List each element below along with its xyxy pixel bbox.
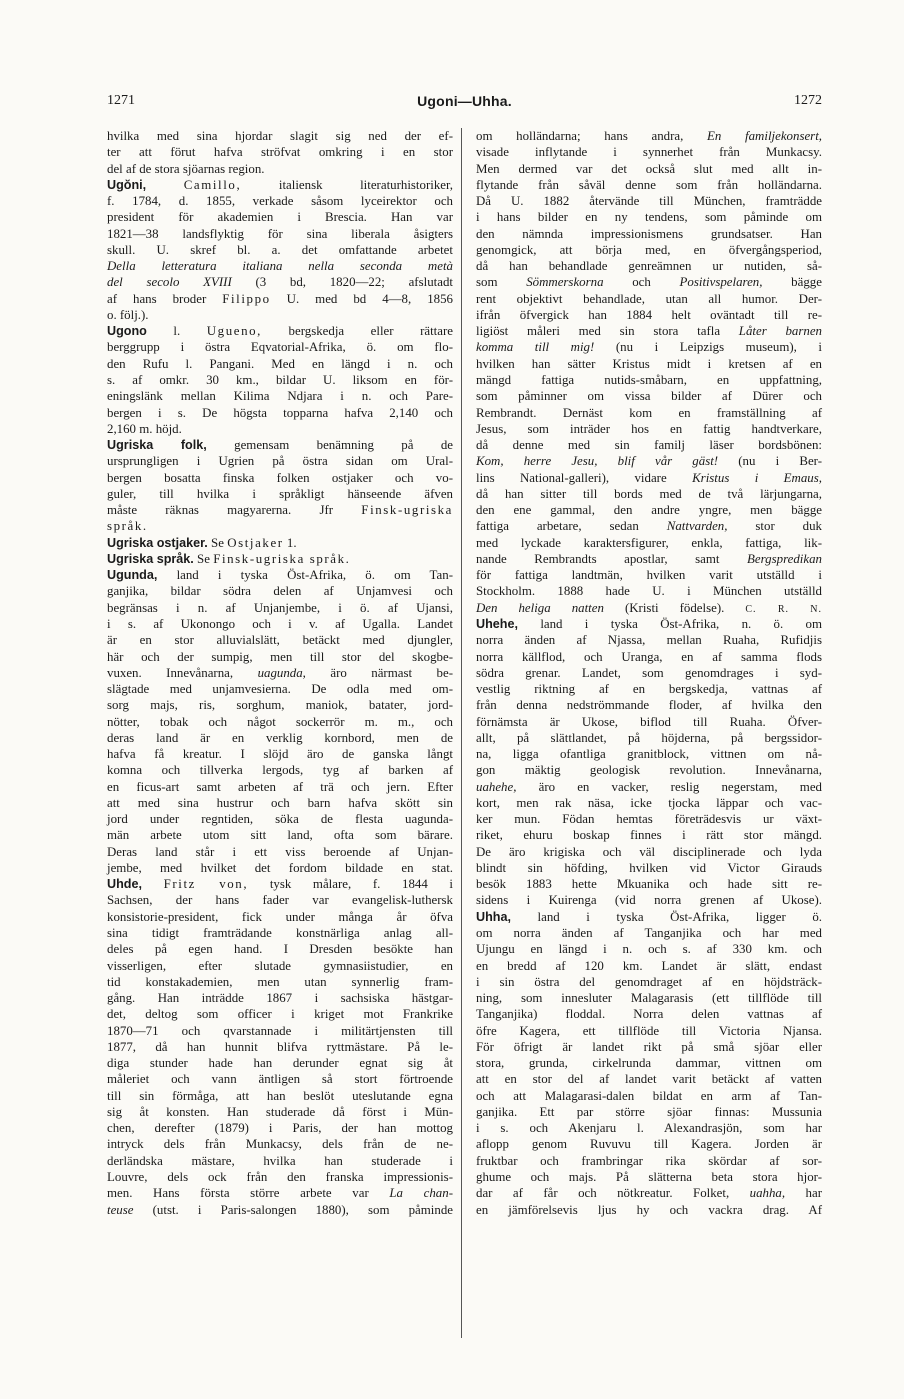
text-line: då denne med sin familj läser bordsbönen:: [476, 438, 822, 453]
text-line: jord under regntiden, söka de flesta uagunda-: [107, 812, 453, 827]
text-line: södra grenar. Landet, som genomdrages i syd-: [476, 665, 822, 680]
work-title: Della letteratura italiana nella seconda metà: [107, 259, 453, 274]
text-line: män arbete utom sitt land, ofta som bärare.: [107, 828, 453, 843]
running-title: Ugoni—Uhha.: [417, 93, 512, 109]
text-span: vuxen. Innevånarna,: [107, 665, 234, 680]
person-name: Camillo,: [183, 177, 242, 192]
text-line: slägtade med unjamvesierna. De odla med om-: [107, 682, 453, 697]
text-span: af hans broder: [107, 291, 207, 306]
author-signature: C. R. N.: [745, 603, 822, 615]
text-line: förnämsta är Ukose, biflod till Ruaha. Öfver-: [476, 714, 822, 729]
text-line: [107, 665, 453, 681]
text-line: [476, 339, 822, 355]
work-title: Låter barnen: [738, 324, 822, 339]
text-line: och att Malagarasi-dalen bildat en arm af Tan-: [476, 1088, 822, 1103]
text-line: konsistorie-president, fick under många år öfva: [107, 909, 453, 924]
text-line: rent objektivt behandlade, utan all humor. Der-: [476, 291, 822, 306]
work-title: En familjekonsert,: [707, 129, 823, 143]
work-title: Sömmerskorna: [526, 275, 604, 290]
cross-reference: Finsk-ugriska språk.: [213, 551, 351, 566]
text-line: sidens i Kuirenga (vid norra grenen af Ukose).: [476, 893, 822, 908]
text-span: som: [476, 275, 498, 290]
text-line: mängd fattiga nutids-småbarn, en uppfattning,: [476, 372, 822, 387]
text-span: U. med bd 4—8, 1856: [286, 291, 453, 306]
text-line: guler, till hvilka i språkligt hänseende äfven: [107, 486, 453, 501]
headword: Uhde,: [107, 877, 142, 892]
cross-reference: Ostjaker: [227, 535, 284, 550]
text-line: sig åt konsten. Han studerade då först i Mün-: [107, 1104, 453, 1119]
text-line: [107, 274, 453, 290]
text-line: De äro krigiska och väl disciplinerade och lyda: [476, 844, 822, 859]
text-line: 1870—71 och qvarstannade i militärtjensten till: [107, 1023, 453, 1038]
text-line: 1821—38 landsflyktig för sina liberala åsigters: [107, 226, 453, 241]
work-title: La chan-: [389, 1186, 453, 1201]
text-line: med lyckade karaktersfigurer, enkla, fattiga, lik-: [476, 535, 822, 550]
text-span: och: [632, 275, 651, 290]
text-line: derländska mästare, hvilka han studerade i: [107, 1153, 453, 1168]
text-line: f. 1784, d. 1855, verkade såsom lyceirektor och: [107, 194, 453, 209]
text-line: tid konstakademien, men utan synnerlig fram-: [107, 974, 453, 989]
text-line: visserligen, efter slutade gymnasiistudier, en: [107, 958, 453, 973]
text-span: italiensk literaturhistoriker,: [278, 177, 453, 192]
text-line: del af de stora sjöarnas region.: [107, 161, 265, 176]
entry-uhde: [107, 876, 453, 892]
headword: Ugriska språk.: [107, 551, 194, 566]
text-line: deras land är en verklig kornbord, men de: [107, 730, 453, 745]
text-line: president för akademien i Brescia. Han var: [107, 210, 453, 225]
text-line: ursprungligen i Ugrien på östra sidan om Ural-: [107, 454, 453, 469]
text-line: öfre Kagera, ett tillflöde till Victoria Njansa.: [476, 1023, 822, 1038]
alt-name: Ugueno,: [206, 324, 262, 339]
text-span: tysk målare, f. 1844 i: [269, 877, 453, 892]
text-line: ghume och majs. På slätterna beta stora hjor-: [476, 1170, 822, 1184]
text-line: berggrupp i östra Eqvatorial-Afrika, ö. om flo-: [107, 340, 453, 355]
text-span: men. Hans första större arbete var: [107, 1186, 369, 1201]
entry-ugriska-folk: [107, 437, 453, 453]
text-span: land i tyska Öst-Afrika, n. ö. om: [540, 616, 822, 631]
text-line: besök 1883 hette Mkuanika och hade sitt re-: [476, 877, 822, 892]
text-line: vestlig riktning af en bergskedja, vattnas af: [476, 682, 822, 697]
text-line: då han behandlade genreämnen ur nutiden, så-: [476, 259, 822, 274]
person-name: Filippo: [222, 291, 271, 306]
text-line: bergen bosatta finska folken ostjaker och vo-: [107, 470, 453, 485]
text-line: i sin östra del genomdraget af en höjdsträck-: [476, 974, 822, 989]
text-line: [107, 518, 453, 534]
text-line: hvilken han sätter Kristus midt i kretsen af en: [476, 356, 822, 371]
text-span: nande Rembrandts apostlar, samt: [476, 551, 720, 566]
text-line: nötter, tobak och något sockerrör m. m., och: [107, 714, 453, 729]
text-line: den ene gammal, den andre yngre, men bägge: [476, 503, 822, 518]
cross-reference: språk.: [107, 519, 148, 534]
text-line: ganjika, bildar södra delen af Unjamvesi och: [107, 584, 453, 599]
text-line: [476, 551, 822, 567]
text-line: s. af omkr. 30 km., bildar U. liksom en för-: [107, 372, 453, 387]
text-line: [476, 1185, 822, 1201]
text-line: den Rufu l. Pangani. Med en längd i n. och: [107, 356, 453, 371]
text-span: land i tyska Öst-Afrika, ö. om Tan-: [176, 568, 453, 583]
work-title: Den heliga natten: [476, 600, 604, 615]
headword: Ugono: [107, 324, 147, 339]
entry-ugriska-ostjaker: [107, 535, 453, 551]
text-line: [476, 600, 822, 616]
text-line: Rembrandt. Dernäst kom en framställning af: [476, 405, 822, 420]
text-span: gemensam benämning på de: [234, 438, 454, 453]
headword: Ugriska ostjaker.: [107, 535, 208, 550]
page-number-left: 1271: [107, 93, 135, 108]
text-line: diga stunder hade han derunder egnat sig åt: [107, 1056, 453, 1071]
text-span: lins National-galleri), vidare: [476, 470, 667, 485]
text-line: ning, som innesluter Malagarasis (ett tillflöde till: [476, 991, 822, 1006]
text-line: o. följ.).: [107, 307, 149, 322]
text-span: (utst. i Paris-salongen 1880), som påminde: [152, 1202, 453, 1217]
text-line: na, ligga ofantliga granitblock, vittnen om nå-: [476, 747, 822, 762]
text-line: [476, 518, 822, 534]
work-title: del secolo XVIII: [107, 275, 232, 290]
text-line: hvilka med sina hjordar slagit sig ned der ef-: [107, 129, 453, 143]
text-line: 1877, då han hunnit blifva ryttmästare. På le-: [107, 1039, 453, 1054]
text-line: Sachsen, der hans fader var evangelisk-luthersk: [107, 893, 453, 908]
text-line: [476, 274, 822, 290]
text-line: komna och tillverka lergods, tyg af barken af: [107, 763, 453, 778]
people-name: uagunda,: [257, 665, 306, 680]
text-line: ganjika. Ett par större sjöar finnas: Mussunia: [476, 1104, 822, 1119]
text-line: [476, 323, 822, 339]
text-line: i s. af Ukonongo och i v. af Ugalla. Landet: [107, 616, 453, 631]
text-span: dar af får och nötkreatur. Folket,: [476, 1186, 730, 1201]
text-line: Jesus, som inträder hos en fattig handtverkare,: [476, 421, 822, 436]
text-line: [476, 453, 822, 469]
entry-ugunda: [107, 567, 453, 583]
text-span: (nu i Leipzigs museum), i: [615, 340, 822, 355]
work-title: Bergspredikan: [747, 551, 822, 566]
headword: Ugunda,: [107, 568, 158, 583]
text-line: allt, på slättlandet, på höjderna, på bergssidor-: [476, 730, 822, 745]
headword: Uhha,: [476, 909, 511, 924]
text-span: land i tyska Öst-Afrika, ligger ö.: [537, 909, 822, 924]
text-line: flytande från såväl denne som från holländarna.: [476, 177, 822, 192]
text-line: om norra änden af Tanganjika och har med: [476, 926, 822, 941]
text-line: gon mäktig geologisk revolution. Innevånarna,: [476, 763, 822, 778]
text-line: Stockholm. 1888 hade U. i München utställd: [476, 584, 822, 599]
text-line: en ficus-art samt arbeten af trä och jern. Efter: [107, 779, 453, 794]
text-line: Deras land står i ett viss beroende af Unjan-: [107, 844, 453, 859]
right-column: [476, 128, 822, 1218]
work-title: teuse: [107, 1202, 134, 1217]
text-span: Se: [211, 535, 224, 550]
entry-ugoni: [107, 177, 453, 193]
text-line: en bredd af 120 km. Landet är slätt, endast: [476, 958, 822, 973]
text-line: aflopp genom Ruvuvu till Kagera. Jorden är: [476, 1137, 822, 1152]
text-line: den nämnda impressionismens grundsatser. Han: [476, 226, 822, 241]
headword: Ugŏni,: [107, 177, 147, 192]
text-line: är en stor alluvialslätt, betäckt med djungler,: [107, 633, 453, 648]
work-title: Kristus i Emaus,: [692, 470, 822, 485]
text-line: ifrån öfvergick han 1884 helt oväntadt till re-: [476, 307, 822, 322]
text-line: måleriet och vann äntligen så stort förtroende: [107, 1072, 453, 1087]
left-column: [107, 128, 453, 1218]
work-title: Kom, herre Jesu, blif vår gäst!: [476, 454, 719, 469]
text-line: till sin förmåga, att han beslöt uteslutande egna: [107, 1088, 453, 1103]
text-line: Då U. 1882 återvände till München, framträdde: [476, 194, 822, 209]
entry-uhha: [476, 909, 822, 925]
cross-reference: Finsk-ugriska: [361, 503, 453, 518]
entry-uhehe: [476, 616, 822, 632]
text-span: 1.: [286, 535, 297, 550]
page-number-right: 1272: [794, 93, 822, 108]
text-line: ker mun. Födan hemtas företrädesvis ur växt-: [476, 812, 822, 827]
text-line: begränsas i n. af Unjanjembe, i ö. af Ujansi,: [107, 600, 453, 615]
text-line: det, deltog som officer i kriget mot Frankrike: [107, 1007, 453, 1022]
text-span: Se: [197, 551, 210, 566]
text-span: (3 bd, 1820—22; afslutadt: [255, 275, 453, 290]
headword: Uhehe,: [476, 616, 518, 631]
text-line: skull. U. skref bl. a. det omfattande arbetet: [107, 242, 453, 257]
text-span: l.: [173, 324, 181, 339]
text-line: i s. och Akenjaru l. Alexandrasjön, som har: [476, 1121, 822, 1136]
text-line: här och der sumpig, men till stor del skogbe-: [107, 649, 453, 664]
text-span: ligiöst måleri med sin stora tafla: [476, 324, 721, 339]
text-line: Ujungu en längd i n. och s. af 330 km. och: [476, 942, 822, 957]
text-line: sina tidigt framträdande konstnärliga anlag all-: [107, 926, 453, 941]
text-span: måste räknas magyarerna. Jfr: [107, 503, 334, 518]
text-span: (Kristi födelse).: [624, 600, 725, 615]
text-line: norra källflod, och Uranga, en af samma flods: [476, 649, 822, 664]
text-line: hafva få kreatur. I slöjd äro de ganska långt: [107, 747, 453, 762]
text-line: i hans bilder en ny tendens, som påminde om: [476, 210, 822, 225]
text-line: eningslänk mellan Kilima Ndjara i n. och Pare-: [107, 389, 453, 404]
text-line: en jämförelsevis ljus hy och vackra drag. Af: [476, 1202, 822, 1217]
text-line: [107, 1185, 453, 1201]
text-span: äro en vacker, reslig negerstam, med: [538, 779, 822, 794]
text-line: gång. Han inträdde 1867 i sachsiska hästgar-: [107, 991, 453, 1006]
work-title: komma till mig!: [476, 340, 595, 355]
headword: Ugriska folk,: [107, 438, 207, 453]
text-line: Men dermed var det också slut med allt in-: [476, 161, 822, 176]
person-name: Fritz von,: [163, 877, 249, 892]
text-line: bergen i s. De högsta topparna hafva 2,140 och: [107, 405, 453, 420]
text-line: [476, 779, 822, 795]
text-line: [107, 1202, 453, 1218]
text-line: jembe, med hvilket det fordom bildade en stat.: [107, 860, 453, 875]
text-line: blindt sin höfding, hvilken vid Victor Girauds: [476, 860, 822, 875]
work-title: Nattvarden,: [666, 519, 728, 534]
text-line: [107, 258, 453, 274]
text-line: Tanganjika) floddal. Norra delen vattnas af: [476, 1007, 822, 1022]
text-line: [107, 502, 453, 518]
text-line: norra änden af Njassa, mellan Ruaha, Rufidjis: [476, 633, 822, 648]
entry-ugriska-sprak: [107, 551, 453, 567]
text-line: visade inflytande i synnerhet från Munkacsy.: [476, 145, 822, 160]
text-line: att med sina hustrur och barn hafva skött sin: [107, 795, 453, 810]
work-title: Positivspelaren,: [679, 275, 763, 290]
text-span: har: [805, 1186, 822, 1201]
text-line: ter att förut hafva ströfvat omkring i en stor: [107, 145, 453, 160]
text-line: från denna nedströmmande floder, af hvilka den: [476, 698, 822, 713]
people-name: uahha,: [749, 1186, 786, 1201]
text-span: fattiga arbetare, sedan: [476, 519, 639, 534]
text-line: deles på egen hand. I Dresden besökte han: [107, 942, 453, 957]
page-header: [107, 93, 822, 113]
text-line: [107, 291, 453, 307]
text-span: om holländarna; hans andra,: [476, 129, 684, 143]
text-line: då han sitter till bords med de två lärjungarna,: [476, 486, 822, 501]
text-line: [476, 128, 822, 144]
text-line: kort, men rak näsa, icke tjocka läppar och vac-: [476, 795, 822, 810]
text-line: För öfrigt är landet rikt på små sjöar eller: [476, 1039, 822, 1054]
text-line: intryck dels från Munkacsy, dels från de ne-: [107, 1137, 453, 1152]
text-line: stora, grunda, cirkelrunda dammar, vittnen om: [476, 1056, 822, 1071]
text-line: sorg majs, ris, sorghum, maniok, batater, jord-: [107, 698, 453, 713]
text-line: som påminner om vissa bilder af Dürer och: [476, 389, 822, 404]
text-line: fruktbar och frambringar rika skördar af sor-: [476, 1153, 822, 1168]
text-span: äro närmast be-: [330, 665, 453, 680]
column-divider: [461, 128, 462, 1338]
text-span: (nu i Ber-: [738, 454, 822, 469]
text-line: 2,160 m. höjd.: [107, 421, 182, 436]
text-span: stor duk: [755, 519, 822, 534]
text-line: riket, ehuru boskap finnes i rätt stor mängd.: [476, 828, 822, 843]
text-line: genomgick, att börja med, en öfvergångsperiod,: [476, 242, 822, 257]
text-line: Louvre, dels ock från den franska impressionis-: [107, 1170, 453, 1184]
text-line: [476, 470, 822, 486]
text-span: bergskedja eller rättare: [288, 324, 453, 339]
entry-ugono: [107, 323, 453, 339]
people-name: uahehe,: [476, 779, 517, 794]
text-line: för fattiga landtmän, hvilken varit utställd i: [476, 568, 822, 583]
text-span: bägge: [791, 275, 822, 290]
text-line: att en stor del af landet varit betäckt af vatten: [476, 1072, 822, 1087]
text-line: chen, derefter (1879) i Paris, der han mottog: [107, 1121, 453, 1136]
